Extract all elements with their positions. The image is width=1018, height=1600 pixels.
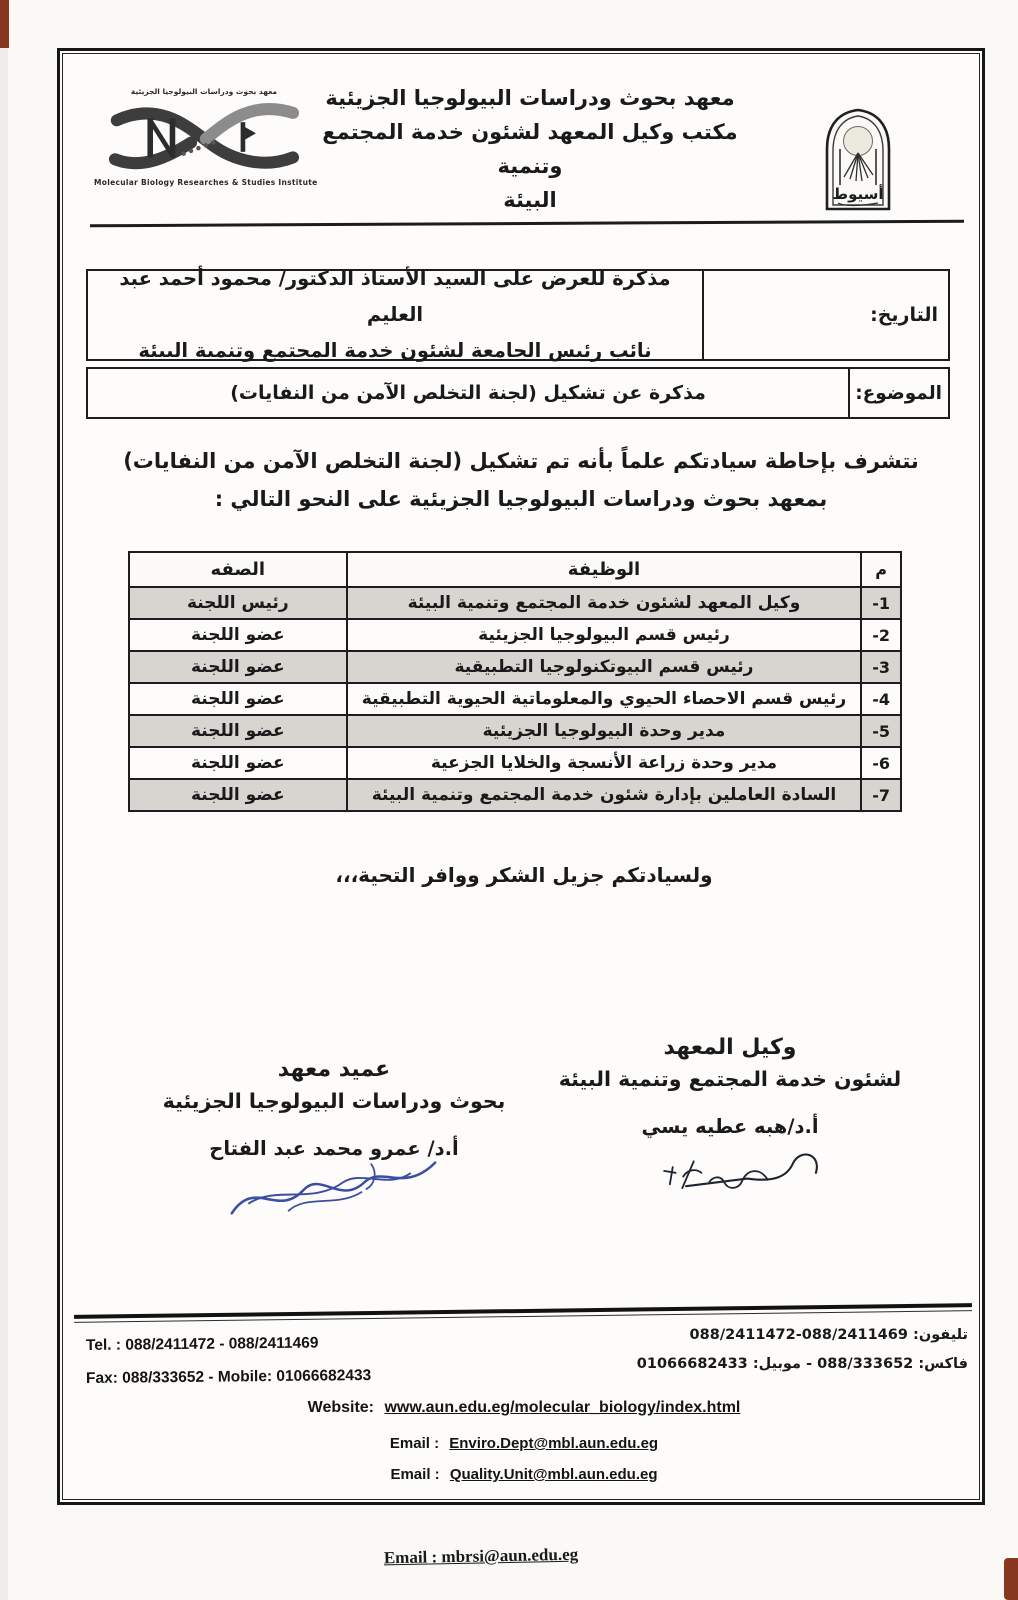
institute-logo [94,87,318,187]
col-header-job: الوظيفة [347,552,862,587]
row-number: -3 [861,651,901,683]
footer-divider-line [74,1303,972,1323]
subject-text: مذكرة عن تشكيل (لجنة التخلص الآمن من النفايات) [230,382,706,404]
phone-label-ar: تليفون: [913,1327,968,1343]
dash-separator: - [801,1356,813,1372]
addressee-line-1: مذكرة للعرض على السيد الأستاذ الدكتور/ محمود أحمد عبد العليم [119,266,671,326]
university-emblem-icon [818,105,898,213]
row-number: -4 [861,683,901,715]
table-row [129,747,901,779]
email-label: Email : [389,1435,440,1452]
committee-table [128,551,902,812]
row-job: وكيل المعهد لشئون خدمة المجتمع وتنمية البيئة [347,587,862,619]
website-label: Website: [307,1399,375,1416]
row-role: رئيس اللجنة [129,587,347,619]
row-role: عضو اللجنة [129,715,347,747]
institute-logo-english-caption: Molecular Biology Researches & Studies Institute [94,178,318,187]
row-number: -2 [861,619,901,651]
table-row [129,715,901,747]
dna-helix-logo-icon [102,98,306,176]
row-job: السادة العاملين بإدارة شئون خدمة المجتمع وتنمية البيئة [347,779,862,811]
vice-dean-name: أ.د/هبه عطيه يسي [641,1114,819,1138]
mobile-value-ar: 01066682433 [636,1356,748,1372]
table-row [129,587,901,619]
row-role: عضو اللجنة [129,747,347,779]
email-label: Email : [390,1466,440,1483]
footer-website-line [60,1399,988,1417]
closing-salutation: ولسيادتكم جزيل الشكر ووافر التحية،،، [335,863,713,887]
signature-block-dean [124,1053,544,1216]
dean-title-line1: عميد معهد [277,1057,391,1082]
website-link[interactable]: www.aun.edu.eg/molecular_biology/index.html [384,1399,741,1416]
phone-value-ar: 088/2411472-088/2411469 [689,1327,908,1343]
email-link-mbrsi[interactable]: Email : mbrsi@aun.edu.eg [383,1544,579,1568]
body-line-2: بمعهد بحوث ودراسات البيولوجيا الجزيئية على النحو التالي : [214,486,828,511]
date-cell [702,271,948,359]
row-job: مدير وحدة زراعة الأنسجة والخلايا الجزعية [347,747,862,779]
body-paragraph [110,443,932,519]
footer-email-line-2 [60,1466,988,1483]
row-number: -7 [861,779,901,811]
fax-value-ar: 088/333652 [817,1356,914,1372]
row-job: رئيس قسم الاحصاء الحيوي والمعلوماتية الحيوية التطبيقية [347,683,862,715]
letterhead-line-1: معهد بحوث ودراسات البيولوجيا الجزيئية [325,86,735,110]
mobile-label-ar: موبيل: [752,1356,802,1372]
footer-email-line-1 [60,1435,988,1452]
email-link-enviro[interactable]: Enviro.Dept@mbl.aun.edu.eg [449,1435,659,1452]
handwritten-signature-icon [625,1140,835,1198]
table-row [129,651,901,683]
footer-contacts-english [86,1335,466,1401]
table-row [129,779,901,811]
footer-fax-mobile-arabic [600,1356,968,1372]
scan-corner-artifact-bottom-right [1004,1558,1018,1600]
row-job: مدير وحدة البيولوجيا الجزيئية [347,715,862,747]
table-row [129,619,901,651]
fax-label-ar: فاكس: [918,1356,968,1372]
row-number: -5 [861,715,901,747]
row-role: عضو اللجنة [129,619,347,651]
memo-addressee-box [86,266,950,363]
row-job: رئيس قسم البيوتكنولوجيا التطبيقية [347,651,862,683]
university-logo [818,105,898,213]
col-header-role: الصفه [129,552,347,587]
row-job: رئيس قسم البيولوجيا الجزيئية [347,619,862,651]
institute-logo-arabic-caption: معهد بحوث ودراسات البيولوجيا الجزيئية [130,87,278,96]
vice-dean-title-line1: وكيل المعهد [663,1035,797,1060]
document-letterhead-title [313,81,747,217]
subject-label: الموضوع: [855,382,942,404]
dean-name: أ.د/ عمرو محمد عبد الفتاح [209,1136,459,1160]
subject-box [86,367,950,419]
addressee-cell [88,266,702,363]
date-label: التاريخ: [870,304,938,326]
row-role: عضو اللجنة [129,779,347,811]
footer-phone-arabic [600,1327,968,1343]
body-line-1: نتشرف بإحاطة سيادتكم علماً بأنه تم تشكيل (لجنة التخلص الآمن من النفايات) [123,449,919,473]
email-link-quality[interactable]: Quality.Unit@mbl.aun.edu.eg [449,1466,658,1483]
header-divider-line [90,220,964,227]
letterhead-line-3: البيئة [503,188,557,213]
subject-label-cell [848,369,948,417]
footer-contacts-arabic [600,1327,968,1385]
letterhead-line-2: مكتب وكيل المعهد لشئون خدمة المجتمع وتنمية [322,120,738,179]
vice-dean-title-line2: لشئون خدمة المجتمع وتنمية البيئة [558,1067,902,1091]
row-role: عضو اللجنة [129,683,347,715]
row-role: عضو اللجنة [129,651,347,683]
col-header-number: م [861,552,901,587]
footer-phone-english: Tel. : 088/2411472 - 088/2411469 [85,1334,319,1354]
signature-block-vice-dean [528,1031,932,1198]
addressee-line-2: نائب رئيس الجامعة لشئون خدمة المجتمع وتنمية البيئة [138,339,652,363]
svg-text:أسيوط: أسيوط [832,185,884,203]
scan-corner-artifact-top-left [0,0,9,48]
row-number: -1 [861,587,901,619]
page-frame [57,48,985,1505]
dean-title-line2: بحوث ودراسات البيولوجيا الجزيئية [162,1089,506,1113]
table-header-row [129,552,901,587]
row-number: -6 [861,747,901,779]
table-row [129,683,901,715]
footer-fax-english: Fax: 088/333652 - Mobile: 01066682433 [85,1367,372,1387]
